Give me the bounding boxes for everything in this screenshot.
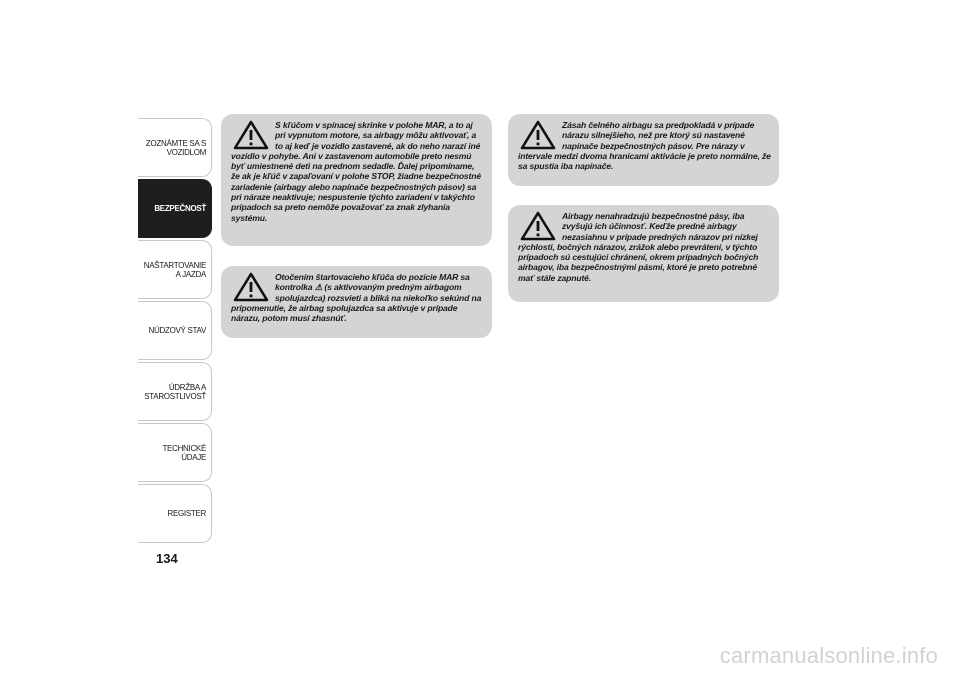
tab-technicke-udaje[interactable]: TECHNICKÉ ÚDAJE [138, 423, 212, 482]
warning-box-3 [508, 114, 779, 186]
page-number: 134 [156, 551, 178, 566]
tab-nudzovy-stav[interactable]: NÚDZOVÝ STAV [138, 301, 212, 360]
warning-triangle-icon [233, 272, 269, 302]
warning-box-4 [508, 205, 779, 302]
tab-bezpecnost[interactable]: BEZPEČNOSŤ [138, 179, 212, 238]
warning-box-2 [221, 266, 492, 338]
warning-box-1 [221, 114, 492, 246]
watermark: carmanualsonline.info [719, 643, 938, 668]
warning-text-1: S kľúčom v spínacej skrinke v polohe MAR, a to aj pri vypnutom motore, sa airbagy môžu aktivovať, a to aj keď je vozidlo zastavené, ak do neho narazí iné vozidlo v pohybe. Ani v zastavenom automobile preto nesmú byť umiestnené deti na prednom sedadle. Ďalej pripomíname, že ak je kľúč v zapaľovaní v polohe STOP, žiadne bezpečnostné zariadenie (airbagy alebo napínače bezpečnostných pásov) sa pri náraze neaktivuje; nespustenie týchto zariadení v takýchto prípadoch sa preto nemôže považovať za znak zlyhania systému. [231, 120, 481, 223]
tab-nastartovanie[interactable]: NAŠTARTOVANIE A JAZDA [138, 240, 212, 299]
warning-text-3: Zásah čelného airbagu sa predpokladá v prípade nárazu silnejšieho, než pre ktorý sú nastavené napínače bezpečnostných pásov. Pre nárazy v intervale medzi dvoma hranicami aktivácie je preto normálne, že sa spustia iba napínače. [518, 120, 771, 172]
tab-zoznamte-sa[interactable]: ZOZNÁMTE SA S VOZIDLOM [138, 118, 212, 177]
warning-triangle-icon [520, 211, 556, 241]
tab-register[interactable]: REGISTER [138, 484, 212, 543]
tab-udrzba[interactable]: ÚDRŽBA A STAROSTLIVOSŤ [138, 362, 212, 421]
warning-triangle-icon [520, 120, 556, 150]
warning-text-2: Otočením štartovacieho kľúča do pozície MAR sa kontrolka ⚠ (s aktivovaným predným airbagom spolujazdca) rozsvieti a bliká na niekoľko sekúnd na pripomenutie, že airbag spolujazdca sa aktivuje v prípade nárazu, potom musí zhasnúť. [231, 272, 482, 324]
warning-triangle-icon [233, 120, 269, 150]
warning-text-4: Airbagy nenahradzujú bezpečnostné pásy, iba zvyšujú ich účinnosť. Keďže predné airbagy nezasiahnu v prípade predných nárazov pri nízkej rýchlosti, bočných nárazov, zrážok alebo prevrátení, v týchto prípadoch sú cestujúci chránení, okrem prípadných bočných airbagov, iba bezpečnostnými pásmi, ktoré je preto potrebné mať stále zapnuté. [518, 211, 759, 283]
